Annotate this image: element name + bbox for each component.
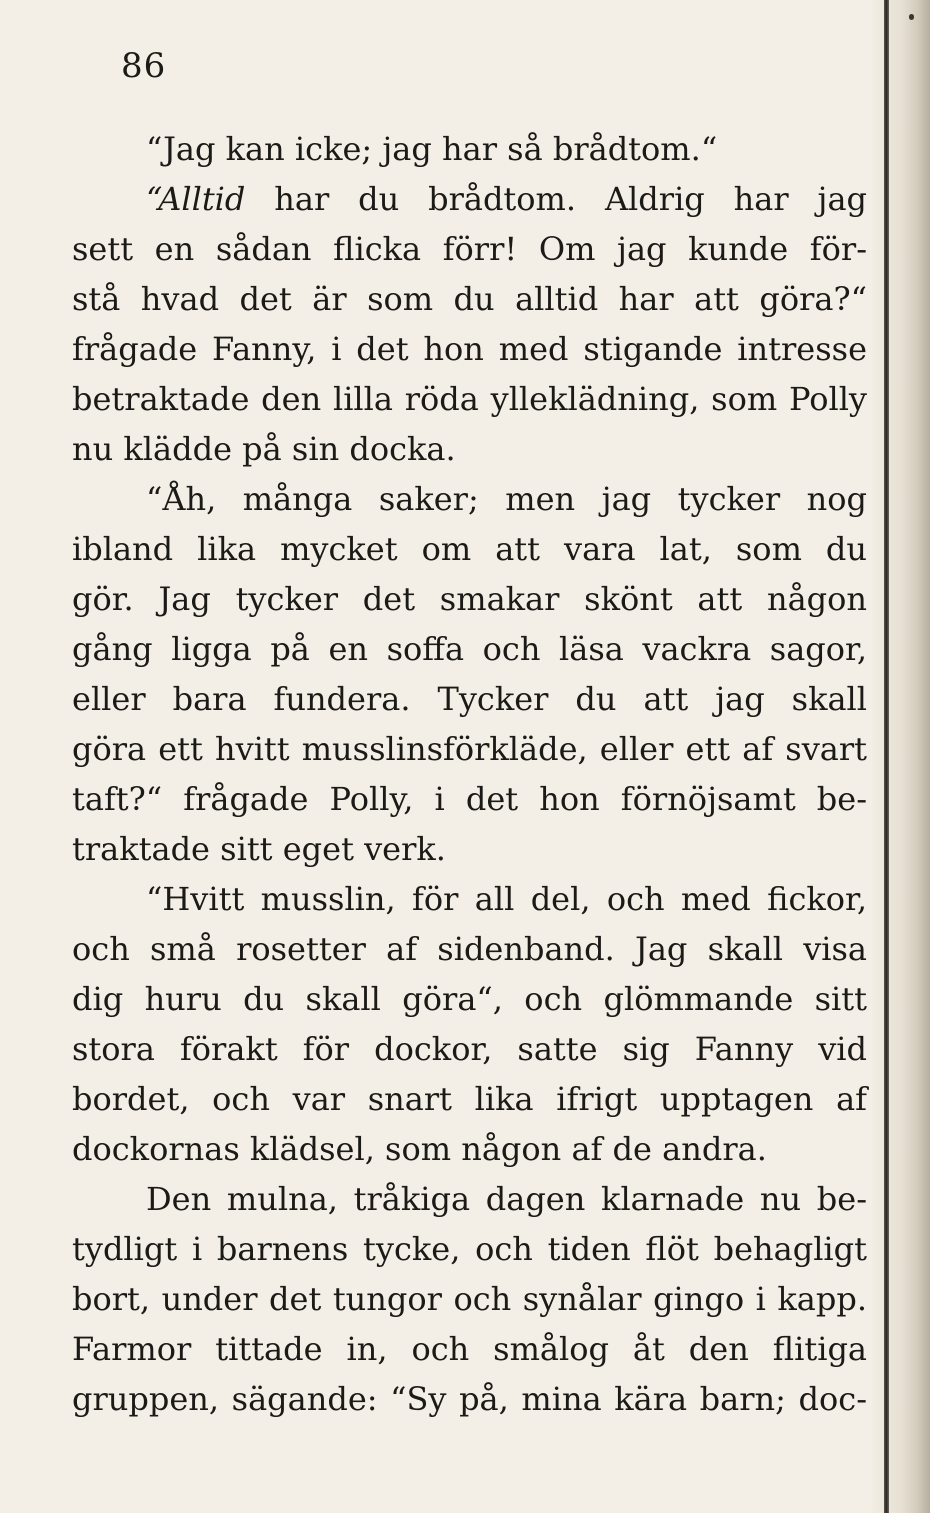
- page-number: 86: [121, 46, 167, 86]
- text-line-content: gruppen, sägande: “Sy på, mina kära barn; doc-: [72, 1380, 867, 1418]
- text-line-content: dig huru du skall göra“, och glömmande sitt: [72, 980, 867, 1018]
- text-line-content: stora förakt för dockor, satte sig Fanny vid: [72, 1030, 867, 1068]
- text-line-content: nu klädde på sin docka.: [72, 430, 456, 468]
- text-line: [72, 824, 867, 874]
- text-line: [72, 474, 867, 524]
- text-line-content: gång ligga på en soffa och läsa vackra sagor,: [72, 630, 867, 668]
- text-line: [72, 174, 867, 224]
- text-line-content: traktade sitt eget verk.: [72, 830, 446, 868]
- page-edge: [872, 0, 930, 1513]
- text-line: [72, 1124, 867, 1174]
- text-line: [72, 574, 867, 624]
- text-line-content: har du brådtom. Aldrig har jag: [274, 180, 868, 218]
- text-line-content: göra ett hvitt musslinsförkläde, eller ett af svart: [72, 730, 867, 768]
- text-line: [72, 974, 867, 1024]
- text-line-content: stå hvad det är som du alltid har att göra?“: [72, 280, 867, 318]
- text-line: [72, 774, 867, 824]
- text-line: [72, 724, 867, 774]
- text-line: [72, 674, 867, 724]
- text-line-content: Den mulna, tråkiga dagen klarnade nu be-: [146, 1180, 867, 1218]
- text-line: [72, 224, 867, 274]
- text-line-content: bordet, och var snart lika ifrigt upptagen af: [72, 1080, 867, 1118]
- text-line: [72, 1074, 867, 1124]
- text-line-content: gör. Jag tycker det smakar skönt att någon: [72, 580, 867, 618]
- text-line: [72, 124, 867, 174]
- text-line-content: ibland lika mycket om att vara lat, som du: [72, 530, 867, 568]
- gutter-line: [884, 0, 889, 1513]
- text-line: [72, 1224, 867, 1274]
- text-line-content: “Hvitt musslin, för all del, och med fickor,: [146, 880, 867, 918]
- emphasized-word: “Alltid: [146, 180, 246, 218]
- text-line: [72, 1274, 867, 1324]
- text-line-content: tydligt i barnens tycke, och tiden flöt behagligt: [72, 1230, 867, 1268]
- text-line: [72, 624, 867, 674]
- text-line: [72, 1324, 867, 1374]
- text-line-content: bort, under det tungor och synålar gingo i kapp.: [72, 1280, 867, 1318]
- text-line: [72, 274, 867, 324]
- text-line: [72, 1024, 867, 1074]
- ink-speck: [909, 14, 914, 20]
- text-line-content: taft?“ frågade Polly, i det hon förnöjsamt be-: [72, 780, 867, 818]
- text-line: [72, 1374, 867, 1424]
- text-line: [72, 924, 867, 974]
- text-line-content: och små rosetter af sidenband. Jag skall visa: [72, 930, 867, 968]
- text-line-content: betraktade den lilla röda ylleklädning, som Polly: [72, 380, 867, 418]
- text-line: [72, 1174, 867, 1224]
- text-line: [72, 324, 867, 374]
- text-line-content: “Åh, många saker; men jag tycker nog: [146, 480, 867, 518]
- text-line-content: Farmor tittade in, och smålog åt den flitiga: [72, 1330, 867, 1368]
- body-text: [72, 124, 867, 1424]
- text-line-content: “Jag kan icke; jag har så brådtom.“: [146, 130, 718, 168]
- text-line-content: sett en sådan flicka förr! Om jag kunde för-: [72, 230, 867, 268]
- text-line-content: frågade Fanny, i det hon med stigande intresse: [72, 330, 867, 368]
- text-line: [72, 374, 867, 424]
- text-line-content: eller bara fundera. Tycker du att jag skall: [72, 680, 867, 718]
- text-line: [72, 524, 867, 574]
- text-line: [72, 424, 867, 474]
- text-line: [72, 874, 867, 924]
- text-line-content: dockornas klädsel, som någon af de andra.: [72, 1130, 767, 1168]
